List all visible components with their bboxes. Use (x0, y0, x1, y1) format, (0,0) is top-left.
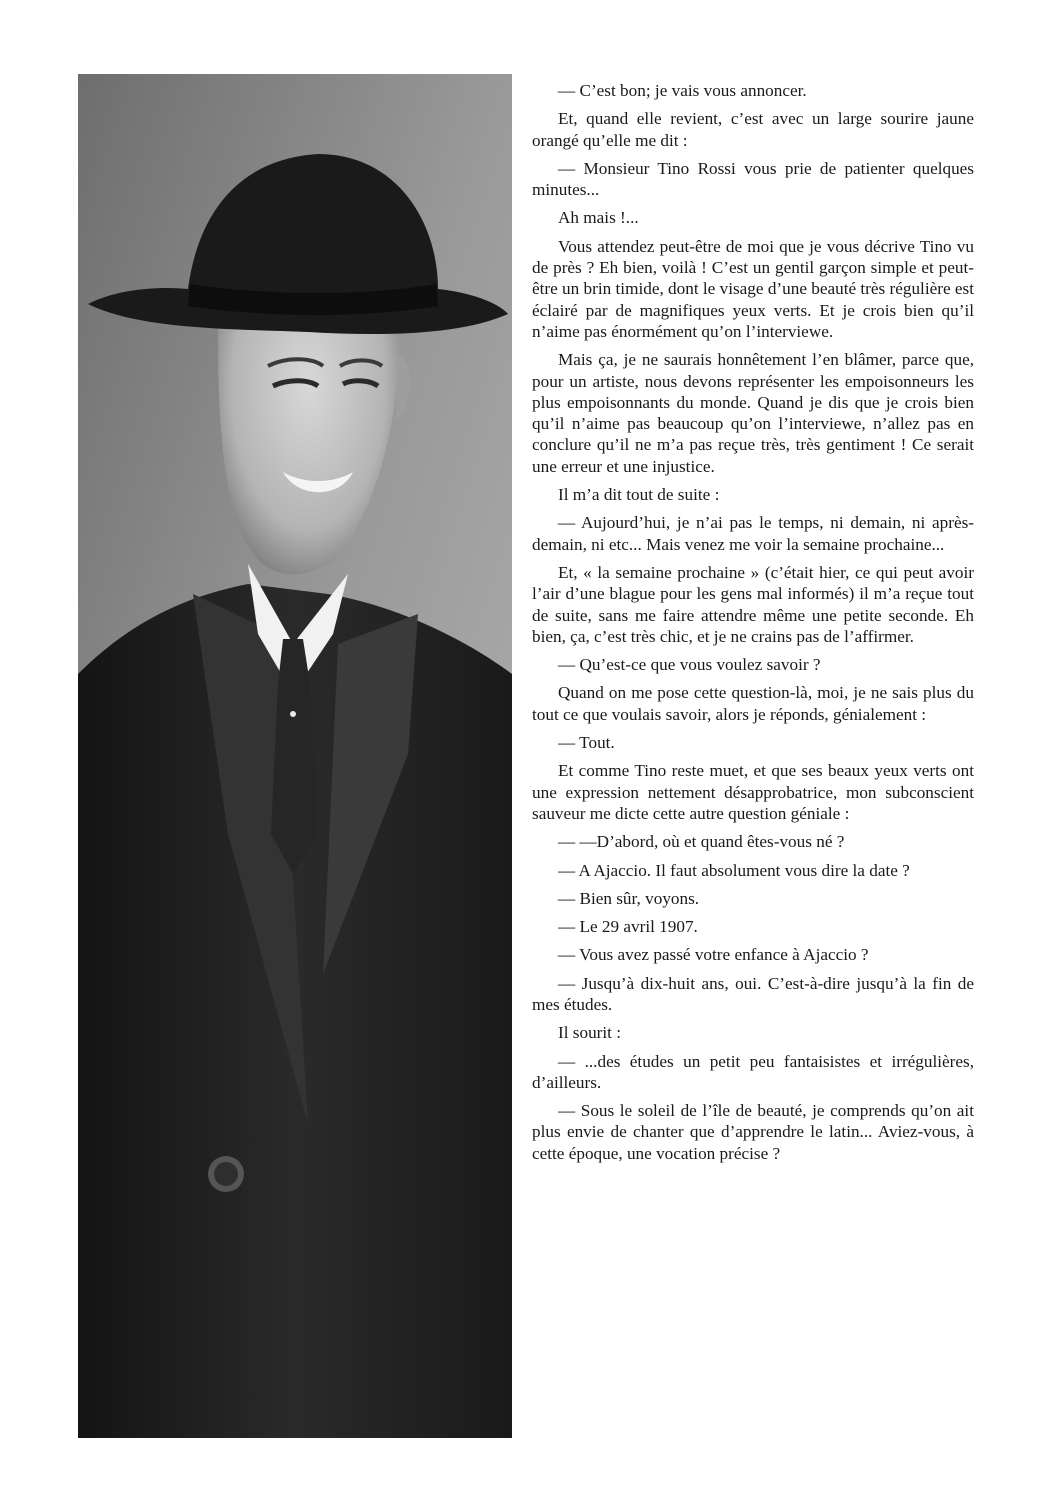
paragraph: — Bien sûr, voyons. (558, 888, 700, 908)
paragraph: Mais ça, je ne saurais honnêtement l’en blâmer, parce que, pour un artiste, nous devons représenter les empoisonneurs les plus empoisonnants du monde. Quand je dis que je crois bien qu’il n’aime pas beaucoup qu’on l’interviewe, n’allez pas en conclure qu’il ne m’a pas reçue très, très gentiment ! Ce serait une erreur et une injustice. (532, 350, 974, 476)
paragraph: — Qu’est-ce que vous voulez savoir ? (558, 655, 821, 675)
paragraph: — Tout. (558, 733, 615, 753)
paragraph: Vous attendez peut-être de moi que je vous décrive Tino vu de près ? Eh bien, voilà ! C’est un gentil garçon simple et peut-être un brin timide, dont le visage d’une beauté très régulière est éclairé par de magnifiques yeux verts. Et je crois bien qu’il n’aime pas énormément qu’on l’interviewe. (532, 236, 974, 341)
paragraph: — —D’abord, où et quand êtes-vous né ? (558, 832, 845, 852)
paragraph: — Jusqu’à dix-huit ans, oui. C’est-à-dire jusqu’à la fin de mes études. (532, 973, 974, 1014)
paragraph: — A Ajaccio. Il faut absolument vous dire la date ? (558, 860, 910, 880)
article-text (532, 80, 974, 1480)
paragraph: — Le 29 avril 1907. (558, 917, 698, 937)
paragraph: — ...des études un petit peu fantaisistes et irrégulières, d’ailleurs. (532, 1051, 974, 1092)
paragraph: — C’est bon; je vais vous annoncer. (558, 81, 807, 100)
paragraph: — Aujourd’hui, je n’ai pas le temps, ni demain, ni après-demain, ni etc... Mais venez me voir la semaine prochaine... (532, 513, 974, 554)
paragraph: Il m’a dit tout de suite : (558, 485, 720, 505)
paragraph: Et comme Tino reste muet, et que ses beaux yeux verts ont une expression nettement désapprobatrice, mon subconscient sauveur me dicte cette autre question géniale : (532, 761, 974, 823)
paragraph: — Vous avez passé votre enfance à Ajaccio ? (558, 945, 869, 965)
portrait-photo (78, 74, 512, 1438)
paragraph: Ah mais !... (558, 208, 639, 228)
paragraph: Et, « la semaine prochaine » (c’était hier, ce qui peut avoir l’air d’une blague pour les gens mal informés) il m’a reçue tout de suite, sans me faire attendre même une petite seconde. Eh bien, ça, c’est très chic, et je ne crains pas de l’affirmer. (532, 562, 974, 646)
paragraph: Quand on me pose cette question-là, moi, je ne sais plus du tout ce que voulais savoir, alors je réponds, génialement : (532, 683, 974, 724)
paragraph: — Sous le soleil de l’île de beauté, je comprends qu’on ait plus envie de chanter que d’apprendre le latin... Aviez-vous, à cette époque, une vocation précise ? (532, 1101, 974, 1163)
paragraph: Et, quand elle revient, c’est avec un large sourire jaune orangé qu’elle me dit : (532, 109, 974, 150)
paragraph: — Monsieur Tino Rossi vous prie de patienter quelques minutes... (532, 158, 974, 200)
paragraph: Il sourit : (558, 1023, 622, 1043)
portrait-illustration (78, 74, 512, 1438)
